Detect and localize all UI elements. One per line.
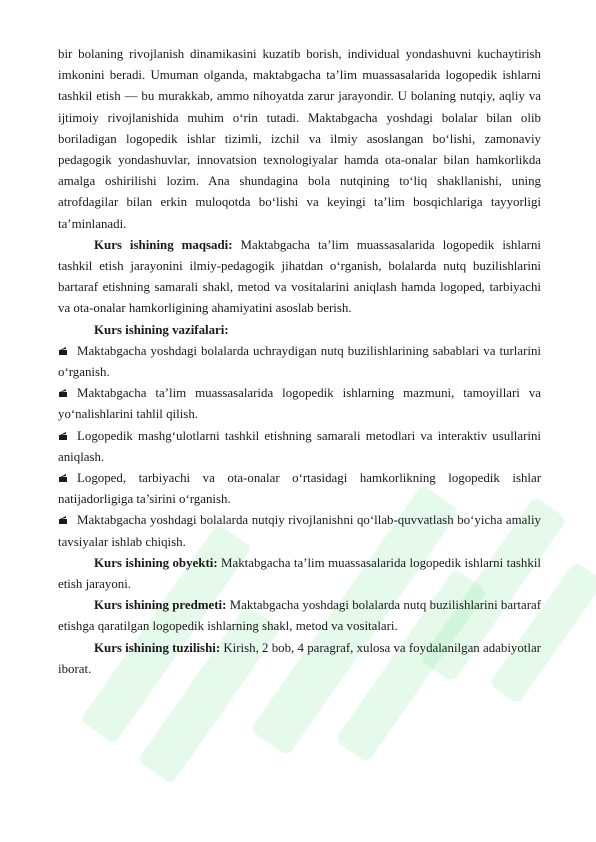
structure-label: Kurs ishining tuzilishi: [94,640,221,655]
object-label: Kurs ishining obyekti: [94,555,218,570]
goal-paragraph [58,235,541,320]
bullet-icon [58,383,68,392]
task-item [58,510,541,552]
subject-paragraph [58,595,541,637]
bullet-icon [58,468,68,477]
task-text: Maktabgacha yoshdagi bolalarda nutqiy rivojlanishni qo‘llab-quvvatlash bo‘yicha amaliy tavsiyalar ishlab chiqish. [58,513,541,549]
task-text: Logoped, tarbiyachi va ota-onalar o‘rtasidagi hamkorlikning logopedik ishlar natijadorligiga ta’sirini o‘rganish. [58,471,541,507]
goal-text: Maktabgacha ta’lim muassasalarida logopedik ishlarni tashkil etish jarayonini ilmiy-pedagogik jihatdan o‘rganish, bolalarda nutq buzilishlarini bartaraf etishning samarali shakl, metod va vositalarini aniqlash hamda logoped, tarbiyachi va ota-onalar hamkorligining ahamiyatini asoslab berish. [58,237,541,316]
structure-text: Kirish, 2 bob, 4 paragraf, xulosa va foydalanilgan adabiyotlar iborat. [58,640,541,676]
bullet-icon [58,510,68,519]
bullet-icon [58,426,68,435]
subject-text: Maktabgacha yoshdagi bolalarda nutq buzilishlarini bartaraf etishga qaratilgan logopedik ishlarning shakl, metod va vositalari. [58,598,541,634]
object-text: Maktabgacha ta’lim muassasalarida logopedik ishlarni tashkil etish jarayoni. [58,555,541,592]
task-item [58,426,541,468]
bullet-icon [58,341,68,350]
task-text: Maktabgacha ta’lim muassasalarida logopedik ishlarning mazmuni, tamoyillari va yo‘nalishlarini tahlil qilish. [58,386,541,422]
document-page [58,44,541,680]
task-text: Logopedik mashg‘ulotlarni tashkil etishning samarali metodlari va interaktiv usullarini aniqlash. [58,428,541,464]
task-item [58,383,541,425]
task-text: Maktabgacha yoshdagi bolalarda uchraydigan nutq buzilishlarining sabablari va turlarini o‘rganish. [58,343,541,380]
task-item [58,341,541,383]
intro-paragraph: bir bolaning rivojlanish dinamikasini kuzatib borish, individual yondashuvni kuchaytirish imkonini beradi. Umuman olganda, maktabgacha ta’lim muassasalarida logopedik ishlarni tashkil etish — bu murakkab, ammo nihoyatda zarur jarayondir. U bolaning nutqiy, aqliy va ijtimoiy rivojlanishida muhim o‘rin tutadi. Maktabgacha yoshdagi bolalar bilan olib boriladigan logopedik ishlar tizimli, izchil va ilmiy asoslangan bo‘lishi, zamonaviy pedagogik yondashuvlar, innovatsion texnologiyalar hamda ota-onalar bilan hamkorlikda amalga oshirilishi lozim. Ana shundagina bola nutqining to‘liq shakllanishi, uning atrofdagilar bilan erkin muloqotda bo‘lishi va keyingi ta’lim bosqichlariga tayyorligi ta’minlanadi. [58,47,541,231]
subject-label: Kurs ishining predmeti: [94,598,227,613]
tasks-label: Kurs ishining vazifalari: [94,322,229,337]
object-paragraph [58,553,541,595]
task-item [58,468,541,510]
goal-label: Kurs ishining maqsadi: [94,237,233,252]
tasks-heading [58,320,541,341]
structure-paragraph [58,638,541,680]
